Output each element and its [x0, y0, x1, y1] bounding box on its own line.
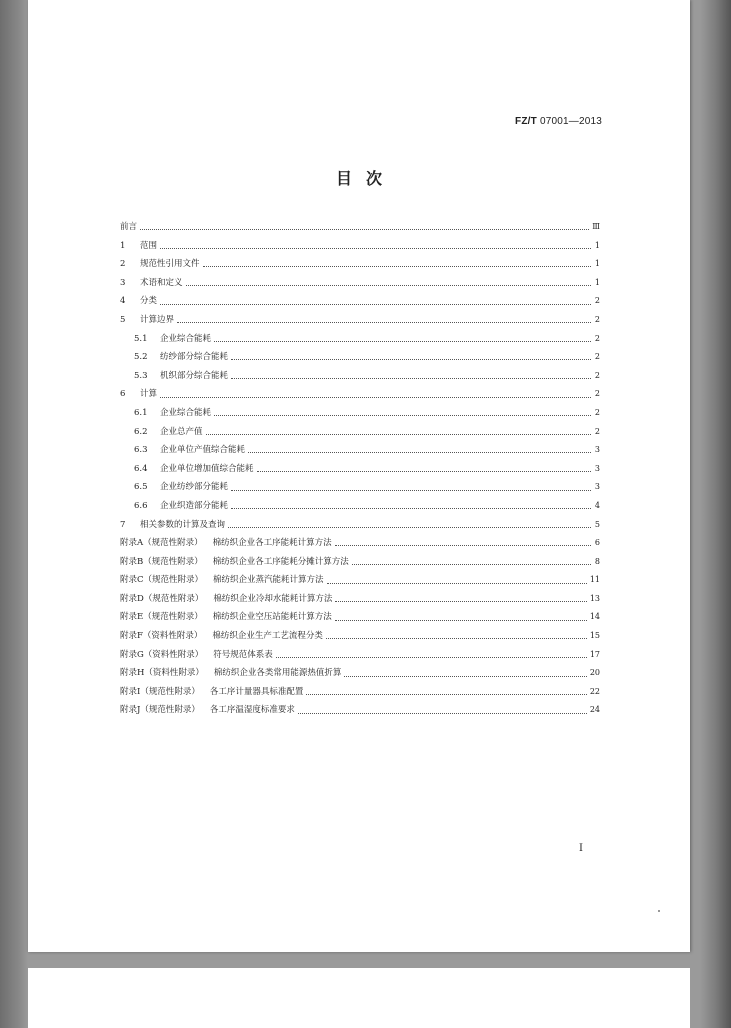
toc-entry-page: 3	[594, 463, 600, 473]
toc-entry[interactable]	[120, 478, 600, 497]
toc-leader-dots	[231, 377, 591, 379]
toc-entry[interactable]	[120, 460, 600, 479]
toc-entry-page: 3	[594, 445, 600, 455]
toc-entry-title: 企业织造部分能耗	[160, 500, 229, 511]
toc-entry[interactable]	[120, 348, 600, 367]
toc-entry[interactable]	[120, 646, 600, 665]
toc-entry-title: 棉纺织企业各工序能耗计算方法	[212, 538, 332, 549]
toc-entry-number: 5.2	[134, 352, 148, 363]
toc-entry-number: 4	[120, 296, 126, 307]
toc-entry-number: 7	[120, 519, 126, 530]
toc-leader-dots	[231, 489, 591, 491]
toc-entry-number: 附录A（规范性附录）	[120, 538, 203, 549]
toc-leader-dots	[186, 284, 591, 286]
toc-entry-title: 企业单位产值综合能耗	[160, 445, 246, 456]
toc-entry[interactable]	[120, 218, 600, 237]
toc-entry-number: 附录F（资料性附录）	[120, 631, 203, 642]
toc-entry[interactable]	[120, 571, 600, 590]
toc-entry-page: 11	[589, 575, 600, 585]
toc-entry-page: 15	[589, 631, 600, 641]
toc-entry-number: 2	[120, 259, 126, 270]
toc-entry[interactable]	[120, 627, 600, 646]
toc-leader-dots	[231, 507, 591, 509]
toc-entry-page: 17	[589, 649, 600, 659]
toc-entry-page: 1	[594, 240, 600, 250]
toc-entry[interactable]	[120, 590, 600, 609]
toc-entry-number: 附录H（资料性附录）	[120, 668, 204, 679]
toc-entry[interactable]	[120, 441, 600, 460]
toc-entry-title: 各工序计量器具标准配置	[209, 686, 304, 697]
toc-entry[interactable]	[120, 423, 600, 442]
toc-entry[interactable]	[120, 553, 600, 572]
toc-entry-page: Ⅲ	[592, 222, 600, 231]
toc-entry-page: 2	[594, 370, 600, 380]
toc-entry-number: 6.1	[134, 407, 148, 418]
toc-leader-dots	[206, 433, 591, 435]
toc-entry-title: 棉纺织企业空压站能耗计算方法	[212, 612, 332, 623]
toc-entry-number: 6.4	[134, 463, 148, 474]
toc-entry-title: 企业综合能耗	[160, 333, 212, 344]
toc-entry-title: 符号规范体系表	[213, 649, 273, 660]
toc-entry-page: 6	[594, 538, 600, 548]
toc-entry[interactable]	[120, 311, 600, 330]
toc-entry[interactable]	[120, 608, 600, 627]
toc-entry-page: 2	[594, 389, 600, 399]
toc-entry-number: 附录E（规范性附录）	[120, 612, 203, 623]
toc-entry-title: 棉纺织企业冷却水能耗计算方法	[213, 593, 333, 604]
toc-leader-dots	[306, 693, 586, 695]
toc-entry-title: 企业综合能耗	[160, 407, 212, 418]
toc-entry-number: 6.6	[134, 500, 148, 511]
toc-entry-number: 6	[120, 389, 126, 400]
toc-entry-title: 前言	[120, 222, 138, 232]
toc-entry[interactable]	[120, 237, 600, 256]
toc-entry[interactable]	[120, 274, 600, 293]
toc-entry-number: 1	[120, 240, 126, 251]
toc-entry-title: 相关参数的计算及查询	[140, 519, 226, 530]
toc-leader-dots	[257, 470, 591, 472]
toc-leader-dots	[298, 712, 587, 714]
toc-entry-title: 计算边界	[140, 314, 175, 325]
toc-entry[interactable]	[120, 330, 600, 349]
toc-entry-page: 2	[594, 407, 600, 417]
toc-entry-page: 8	[594, 556, 600, 566]
scan-speck	[658, 910, 660, 912]
toc-leader-dots	[248, 451, 591, 453]
toc-entry-page: 4	[594, 500, 600, 510]
toc-entry[interactable]	[120, 683, 600, 702]
toc-entry-page: 2	[594, 314, 600, 324]
toc-entry-title: 棉纺织企业各类常用能源热值折算	[213, 668, 342, 679]
toc-entry-number: 附录I（规范性附录）	[120, 686, 200, 697]
toc-entry[interactable]	[120, 385, 600, 404]
toc-entry-page: 1	[594, 277, 600, 287]
toc-entry-title: 企业单位增加值综合能耗	[160, 463, 254, 474]
toc-entry-page: 13	[589, 593, 600, 603]
toc-entry-title: 范围	[140, 240, 158, 251]
toc-entry-number: 6.3	[134, 445, 148, 456]
toc-entry-number: 6.2	[134, 426, 148, 437]
toc-entry-title: 各工序温湿度标准要求	[209, 705, 295, 716]
toc-entry-title: 计算	[140, 389, 158, 400]
next-page	[28, 968, 690, 1028]
toc-entry-title: 棉纺织企业生产工艺流程分类	[212, 631, 323, 642]
toc-entry[interactable]	[120, 404, 600, 423]
toc-leader-dots	[203, 265, 591, 267]
toc-entry-number: 6.5	[134, 482, 148, 493]
document-page	[28, 0, 690, 952]
toc-entry-number: 5	[120, 314, 126, 325]
toc-entry-page: 2	[594, 426, 600, 436]
toc-entry-page: 2	[594, 296, 600, 306]
toc-entry-number: 3	[120, 277, 126, 288]
toc-entry[interactable]	[120, 534, 600, 553]
toc-entry-page: 2	[594, 333, 600, 343]
toc-entry[interactable]	[120, 701, 600, 720]
toc-leader-dots	[335, 600, 586, 602]
toc-entry-title: 术语和定义	[140, 277, 183, 288]
toc-entry-title: 企业总产值	[160, 426, 203, 437]
toc-leader-dots	[344, 675, 586, 677]
toc-entry-number: 附录C（规范性附录）	[120, 575, 204, 586]
toc-leader-dots	[160, 303, 591, 305]
toc-entry-page: 20	[589, 668, 600, 678]
toc-title: 目次	[335, 169, 396, 188]
toc-entry-title: 企业纺纱部分能耗	[160, 482, 229, 493]
toc-entry[interactable]	[120, 516, 600, 535]
toc-entry-number: 附录B（规范性附录）	[120, 556, 203, 567]
toc-leader-dots	[228, 526, 591, 528]
toc-leader-dots	[214, 340, 591, 342]
toc-leader-dots	[160, 247, 591, 249]
toc-entry-title: 机织部分综合能耗	[160, 370, 229, 381]
toc-entry-page: 24	[589, 705, 600, 715]
toc-entry[interactable]	[120, 664, 600, 683]
toc-entry-title: 棉纺织企业各工序能耗分摊计算方法	[212, 556, 349, 567]
toc-entry-page: 22	[589, 686, 600, 696]
toc-entry-page: 1	[594, 259, 600, 269]
toc-entry-page: 2	[594, 352, 600, 362]
standard-code: FZ/T 07001—2013	[515, 116, 602, 127]
toc-entry-page: 3	[594, 482, 600, 492]
toc-leader-dots	[326, 637, 587, 639]
toc-leader-dots	[352, 563, 591, 565]
toc-entry-title: 规范性引用文件	[140, 259, 200, 270]
toc-leader-dots	[231, 358, 591, 360]
toc-entry[interactable]	[120, 255, 600, 274]
toc-leader-dots	[327, 582, 587, 584]
toc-leader-dots	[160, 396, 591, 398]
toc-leader-dots	[214, 414, 591, 416]
toc-entry-number: 附录D（规范性附录）	[120, 593, 204, 604]
toc-entry-number: 附录G（资料性附录）	[120, 649, 204, 660]
toc-entry[interactable]	[120, 497, 600, 516]
toc-leader-dots	[177, 321, 591, 323]
toc-entry[interactable]	[120, 292, 600, 311]
toc-entry-number: 5.3	[134, 370, 148, 381]
page-number: I	[579, 843, 583, 854]
toc-entry-page: 5	[594, 519, 600, 529]
toc-leader-dots	[140, 228, 589, 230]
table-of-contents	[120, 218, 600, 720]
toc-entry-title: 纺纱部分综合能耗	[160, 352, 229, 363]
toc-entry-title: 棉纺织企业蒸汽能耗计算方法	[213, 575, 324, 586]
toc-entry-number: 附录J（规范性附录）	[120, 705, 200, 716]
toc-entry-title: 分类	[140, 296, 158, 307]
toc-entry-page: 14	[589, 612, 600, 622]
toc-leader-dots	[276, 656, 587, 658]
toc-entry-number: 5.1	[134, 333, 148, 344]
toc-entry[interactable]	[120, 367, 600, 386]
toc-leader-dots	[335, 619, 587, 621]
toc-leader-dots	[335, 544, 591, 546]
